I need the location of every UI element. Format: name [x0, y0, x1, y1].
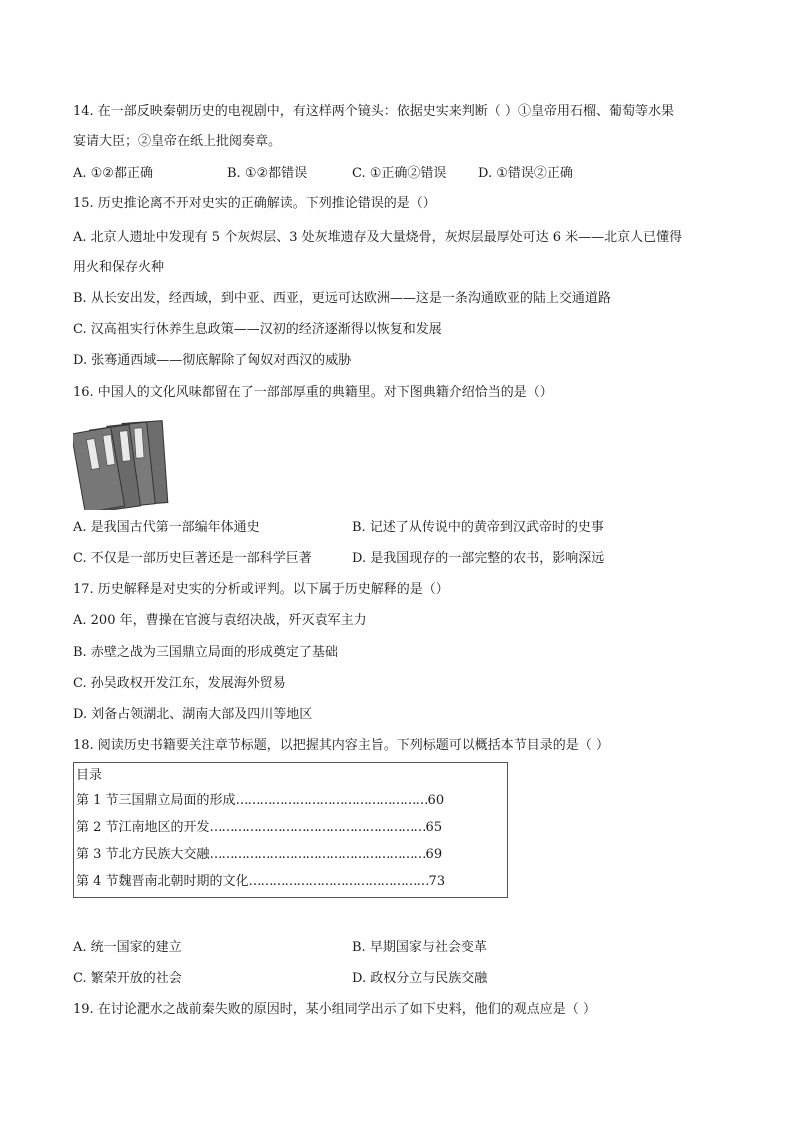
q18-option-b: B. 早期国家与社会变革 [352, 940, 487, 955]
q16-option-d: D. 是我国现存的一部完整的农书，影响深远 [352, 551, 605, 566]
q16-option-a: A. 是我国古代第一部编年体通史 [73, 520, 260, 535]
q17-option-b: B. 赤壁之战为三国鼎立局面的形成奠定了基础 [73, 645, 338, 660]
q15-option-a-line2: 用火和保存火种 [73, 260, 165, 275]
q17-option-a: A. 200 年，曹操在官渡与袁绍决战，歼灭袁军主力 [73, 613, 367, 628]
q18-option-c: C. 繁荣开放的社会 [73, 971, 182, 986]
toc-dots: ……………………………………… [248, 874, 429, 889]
q14-stem-line2: 宴请大臣；②皇帝在纸上批阅奏章。 [73, 134, 282, 149]
q18-stem: 18. 阅读历史书籍要关注章节标题，以把握其内容主旨。下列标题可以概括本节目录的是（ ） [73, 738, 609, 753]
toc-label: 第 2 节江南地区的开发 [76, 820, 210, 835]
toc-label: 第 4 节魏晋南北朝时期的文化 [76, 874, 249, 889]
toc-dots: ………………………………………… [235, 793, 428, 808]
q14-option-c: C. ①正确②错误 [352, 166, 447, 181]
q14-stem-line1: 14. 在一部反映秦朝历史的电视剧中，有这样两个镜头：依据史实来判断（ ）①皇帝用石榴、葡萄等水果 [73, 104, 674, 119]
q14-option-a: A. ①②都正确 [73, 166, 153, 181]
q18-option-d: D. 政权分立与民族交融 [352, 971, 488, 986]
q17-option-c: C. 孙吴政权开发江东，发展海外贸易 [73, 676, 286, 691]
q16-option-c: C. 不仅是一部历史巨著还是一部科学巨著 [73, 551, 312, 566]
toc-label: 第 1 节三国鼎立局面的形成 [76, 793, 236, 808]
toc-title: 目录 [76, 768, 103, 783]
q15-option-a-line1: A. 北京人遗址中发现有 5 个灰烬层、3 处灰堆遗存及大量烧骨，灰烬层最厚处可达 6 米——北京人已懂得 [73, 230, 683, 245]
toc-page: 69 [425, 847, 443, 862]
toc-page: 73 [428, 874, 446, 889]
toc-dots: ……………………………………………… [209, 847, 426, 862]
toc-page: 65 [425, 820, 443, 835]
q18-option-a: A. 统一国家的建立 [73, 940, 182, 955]
toc-label: 第 3 节北方民族大交融 [76, 847, 210, 862]
q16-option-b: B. 记述了从传说中的黄帝到汉武帝时的史事 [352, 520, 604, 535]
books-illustration [73, 418, 171, 510]
q17-option-d: D. 刘备占领湖北、湖南大部及四川等地区 [73, 707, 313, 722]
q19-stem: 19. 在讨论淝水之战前秦失败的原因时，某小组同学出示了如下史料，他们的观点应是（ ） [73, 1002, 596, 1017]
q15-option-d: D. 张骞通西域——彻底解除了匈奴对西汉的威胁 [73, 353, 352, 368]
toc-dots: ……………………………………………… [209, 820, 426, 835]
q14-option-d: D. ①错误②正确 [478, 166, 573, 181]
toc-page: 60 [427, 793, 445, 808]
q15-option-b: B. 从长安出发，经西域，到中亚、西亚，更远可达欧洲——这是一条沟通欧亚的陆上交通道路 [73, 291, 611, 306]
toc-row [76, 873, 445, 891]
table-of-contents-box [73, 762, 508, 898]
q14-option-b: B. ①②都错误 [227, 166, 308, 181]
q17-stem: 17. 历史解释是对史实的分析或评判。以下属于历史解释的是（） [73, 582, 449, 597]
q15-stem: 15. 历史推论离不开对史实的正确解读。下列推论错误的是（） [73, 196, 436, 211]
q16-stem: 16. 中国人的文化风味都留在了一部部厚重的典籍里。对下图典籍介绍恰当的是（） [73, 385, 553, 400]
toc-row [76, 819, 442, 837]
toc-row [76, 846, 442, 864]
toc-row [76, 792, 444, 810]
q15-option-c: C. 汉高祖实行休养生息政策——汉初的经济逐渐得以恢复和发展 [73, 322, 442, 337]
